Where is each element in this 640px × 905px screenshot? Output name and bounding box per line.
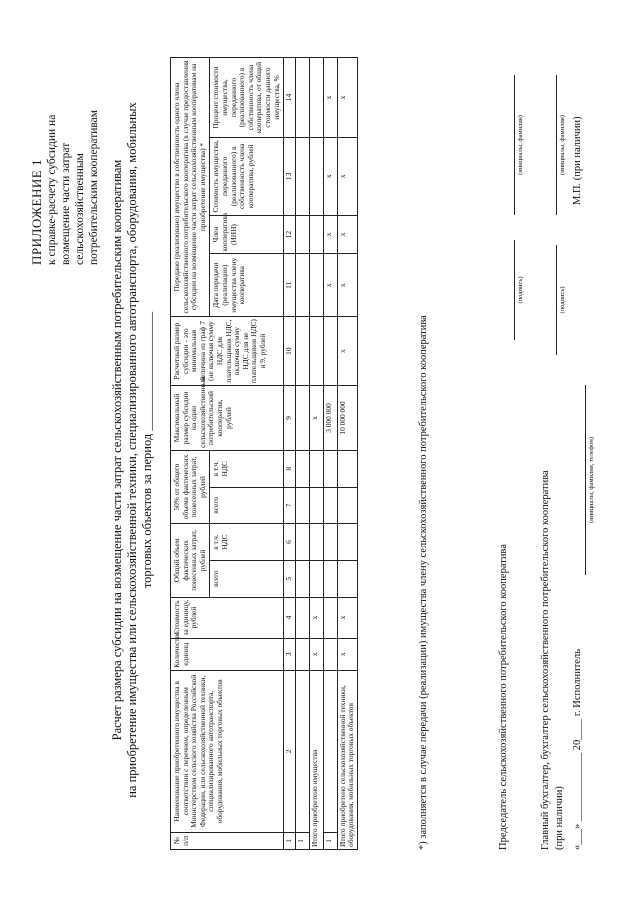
table-cell: [295, 487, 309, 524]
table-cell: [295, 254, 309, 317]
chair-signature-line: [514, 240, 515, 340]
appendix-line: потребительским кооперативам: [88, 109, 100, 265]
table-cell: x: [337, 254, 357, 317]
table-cell: [295, 386, 309, 451]
table-cell: x: [337, 317, 357, 386]
table-cell: [323, 524, 337, 561]
table-cell: x: [323, 137, 337, 215]
column-number: 1: [284, 832, 296, 849]
table-cell: [309, 317, 323, 386]
table-cell: [309, 450, 323, 487]
header-half: 50% от общего объема фактических понесенных затрат, рублей: [171, 450, 210, 523]
accountant-initials-caption: (инициалы, фамилия): [559, 115, 566, 175]
header-name: Наименование приобретенного имущества в соответствии с перечнем, определенным Министерством сельского хозяйства Российской Федерации, или сельскохозяйственной техники, специализированного автотранспорта, оборудования, мобильных торговых объектов: [171, 670, 284, 832]
header-qty: Количество единиц: [171, 638, 284, 670]
header-cost: Стоимость за единицу, рублей: [171, 597, 284, 638]
column-number: 6: [284, 524, 296, 561]
column-number: 4: [284, 597, 296, 638]
table-cell-total-label: Итого приобретено сельскохозяйственной техники, оборудования, мобильных торговых объектов: [337, 670, 357, 849]
column-number: 8: [284, 450, 296, 487]
chair-label: Председатель сельскохозяйственного потребительского кооператива: [498, 544, 509, 850]
accountant-signature-caption: (подпись): [559, 286, 566, 314]
table-cell: [337, 450, 357, 487]
column-number: 13: [284, 137, 296, 215]
appendix-line: к справке-расчету субсидии на: [46, 114, 58, 265]
subsidy-table: [170, 57, 358, 850]
table-cell: [309, 58, 323, 138]
table-cell: [309, 215, 323, 254]
table-cell: x: [337, 58, 357, 138]
table-cell: [309, 524, 323, 561]
column-number: 7: [284, 487, 296, 524]
header-calc: Расчетный размер субсидии - это минимальная величина из граф 7 (не включая сумму НДС для плательщиков НДС, включая сумму НДС для не плательщиков НДС) и 9, рублей: [171, 317, 284, 386]
table-cell: [309, 560, 323, 597]
document-title: [110, 55, 155, 845]
table-cell: x: [337, 137, 357, 215]
table-cell: x: [337, 597, 357, 638]
column-number: 10: [284, 317, 296, 386]
table-row: [323, 58, 337, 850]
table-cell: [337, 487, 357, 524]
header-member-cost: Стоимость имущества, переданного (реализованного) в собственность члена кооператива, рублей: [210, 137, 284, 215]
table-cell: [337, 560, 357, 597]
stamp-label: М.П. (при наличии): [572, 116, 583, 205]
table-row: [337, 58, 357, 850]
table-cell: [295, 670, 309, 832]
header-no: № п/п: [171, 832, 284, 849]
table-cell: [295, 597, 309, 638]
table-cell: [295, 524, 309, 561]
accountant-if-any: (при наличии): [554, 786, 565, 850]
column-number: 14: [284, 58, 296, 138]
table-cell: [309, 487, 323, 524]
title-line: Расчет размера субсидии на возмещение части затрат сельскохозяйственным потребительским кооперативам: [110, 159, 124, 741]
header-half-vat: в т.ч. НДС: [210, 450, 284, 487]
table-cell: 1: [295, 832, 309, 849]
table-cell: [295, 215, 309, 254]
chair-signature-caption: (подпись): [517, 276, 524, 304]
table-cell: x: [323, 254, 337, 317]
table-cell: x: [337, 638, 357, 670]
table-cell: [295, 58, 309, 138]
executor-caption: (инициалы, фамилия, телефон): [588, 436, 595, 524]
column-number: 11: [284, 254, 296, 317]
table-cell: [295, 317, 309, 386]
column-number: 2: [284, 670, 296, 832]
table-cell: x: [309, 638, 323, 670]
table-cell: 3 000 000: [323, 386, 337, 451]
accountant-label: Главный бухгалтер, бухгалтер сельскохозяйственного потребительского кооператива: [540, 470, 551, 850]
header-percent: Процент стоимости имущества, переданного (реализованного) в собственность члена кооператива, от общей стоимости данного имущества, %: [210, 58, 284, 138]
table-row: [309, 58, 323, 850]
appendix-heading: ПРИЛОЖЕНИЕ 1: [29, 159, 44, 265]
header-transfer: Передано (реализовано) имущество в собственность одного члена сельскохозяйственного потребительского кооператива (в случае предоставления субсидии на возмещение части затрат сельскохозяйственным кооперативам на приобретение имущества) *: [171, 58, 210, 317]
header-half-all: всего: [210, 487, 284, 524]
column-number: 12: [284, 215, 296, 254]
table-cell: [309, 254, 323, 317]
header-date: Дата передачи (реализации) имущества члену кооператива: [210, 254, 284, 317]
column-numbers-row: [284, 58, 296, 850]
table-cell: x: [323, 58, 337, 138]
table-cell: [323, 670, 337, 832]
title-line: на приобретение имущества или сельскохозяйственной техники, специализированного автотранспорта, оборудования, мобильных: [125, 102, 139, 798]
title-line: торговых объектов за период ___________________: [140, 311, 154, 589]
table-cell: x: [323, 215, 337, 254]
column-number: 9: [284, 386, 296, 451]
table-cell: [295, 560, 309, 597]
accountant-signature-line: [556, 245, 557, 355]
column-number: 5: [284, 560, 296, 597]
table-cell: x: [309, 386, 323, 451]
column-number: 3: [284, 638, 296, 670]
header-member: Член кооператива (ИНН): [210, 215, 284, 254]
table-cell: [295, 450, 309, 487]
footnote: *) заполняется в случае передачи (реализации) имущества члену сельскохозяйственного потребительского кооператива: [418, 315, 429, 850]
header-actual: Общий объем фактических понесенных затрат, рублей: [171, 524, 210, 597]
table-cell: [323, 317, 337, 386]
table-row: [295, 58, 309, 850]
table-cell: [323, 560, 337, 597]
table-cell: 10 000 000: [337, 386, 357, 451]
chair-initials-caption: (инициалы, фамилия): [517, 115, 524, 175]
table-cell: x: [337, 215, 357, 254]
table-cell: 1: [323, 832, 337, 849]
table-cell-total-label: Итого приобретено имущества: [309, 670, 323, 849]
appendix-line: возмещение части затрат: [60, 142, 72, 265]
table-cell: x: [309, 597, 323, 638]
chair-initials-line: [514, 75, 515, 215]
accountant-initials-line: [556, 75, 557, 215]
table-cell: [295, 137, 309, 215]
table-cell: [323, 450, 337, 487]
table-cell: [323, 638, 337, 670]
table-cell: [337, 524, 357, 561]
executor-line: [585, 385, 586, 575]
date-executor-line: «___» _____________ 20____ г. Исполнитель: [572, 649, 583, 850]
appendix-line: сельскохозяйственным: [74, 153, 86, 265]
table-cell: [309, 137, 323, 215]
table-cell: [295, 638, 309, 670]
table-cell: [323, 597, 337, 638]
header-actual-all: всего: [210, 560, 284, 597]
header-actual-vat: в т.ч. НДС: [210, 524, 284, 561]
table-cell: [323, 487, 337, 524]
header-max: Максимальный размер субсидии на один сельскохозяйственный потребительский кооператив, рублей: [171, 386, 284, 451]
appendix-block: [30, 25, 101, 265]
